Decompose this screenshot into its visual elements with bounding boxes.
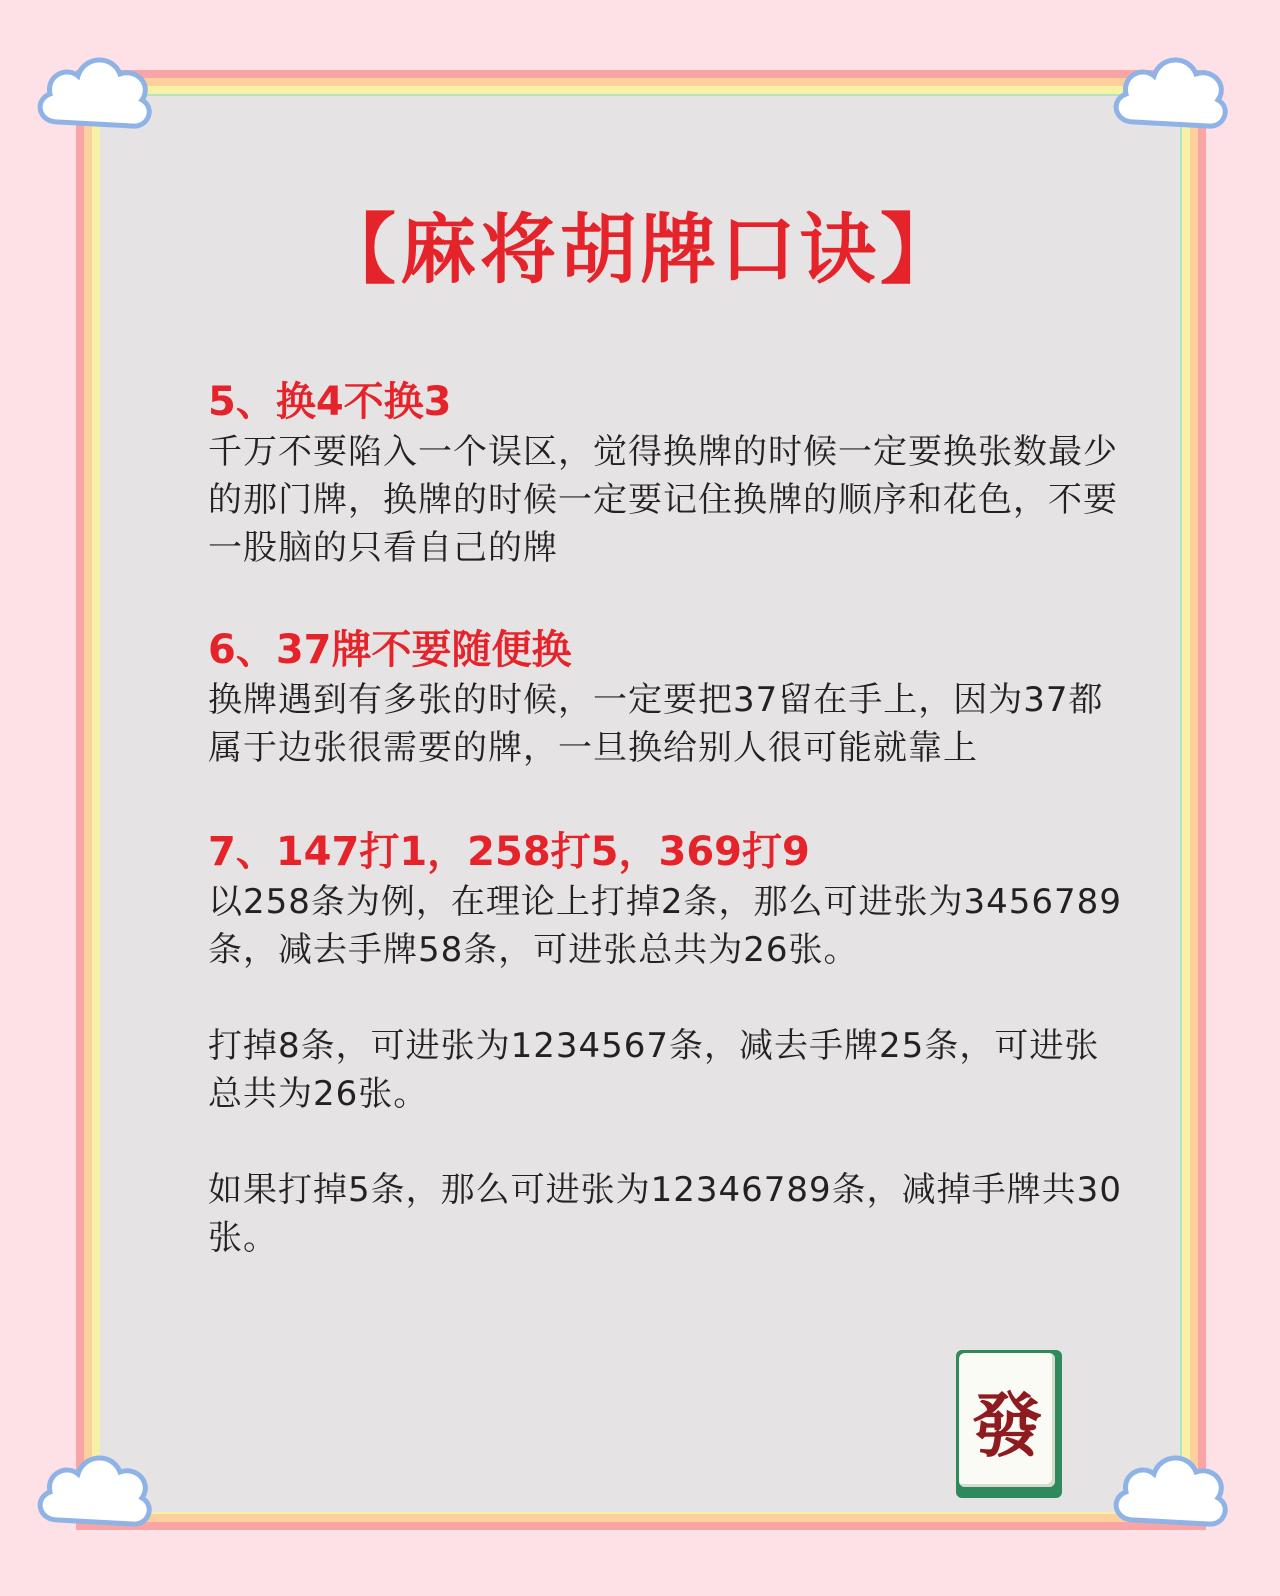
page-title: 【麻将胡牌口诀】 xyxy=(320,205,960,294)
section-6 xyxy=(208,624,1128,772)
section-paragraph: 千万不要陷入一个误区，觉得换牌的时候一定要换张数最少的那门牌，换牌的时候一定要记住换牌的顺序和花色，不要一股脑的只看自己的牌 xyxy=(208,432,1118,568)
section-paragraph: 换牌遇到有多张的时候，一定要把37留在手上，因为37都属于边张很需要的牌，一旦换给别人很可能就靠上 xyxy=(208,680,1104,768)
cloud-icon xyxy=(1104,42,1234,142)
cloud-icon xyxy=(28,1440,158,1540)
mahjong-tile-fa xyxy=(956,1350,1062,1498)
section-heading: 5、换4不换3 xyxy=(208,379,452,425)
section-heading: 6、37牌不要随便换 xyxy=(208,627,572,673)
section-7 xyxy=(208,826,1128,1262)
section-paragraph: 以258条为例，在理论上打掉2条，那么可进张为3456789条，减去手牌58条，可进张总共为26张。 xyxy=(208,882,1122,970)
content-panel xyxy=(100,96,1180,1512)
section-heading: 7、147打1，258打5，369打9 xyxy=(208,829,810,875)
section-paragraph: 打掉8条，可进张为1234567条，减去手牌25条，可进张总共为26张。 xyxy=(208,1026,1100,1114)
section-paragraph: 如果打掉5条，那么可进张为12346789条，减掉手牌共30张。 xyxy=(208,1170,1122,1258)
cloud-icon xyxy=(28,42,158,142)
cloud-icon xyxy=(1104,1440,1234,1540)
mahjong-tile-glyph: 發 xyxy=(959,1353,1055,1487)
section-5 xyxy=(208,376,1128,572)
